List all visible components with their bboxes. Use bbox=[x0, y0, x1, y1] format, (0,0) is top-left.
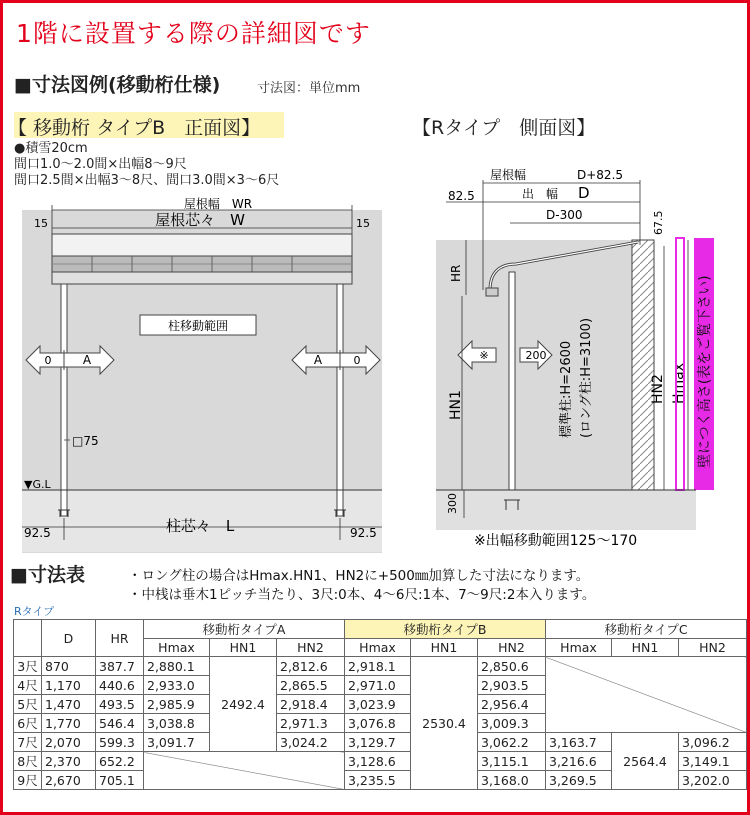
cell-C-hn1: 2564.4 bbox=[612, 733, 679, 790]
cell-D: 2,370 bbox=[42, 752, 96, 771]
cell-D: 2,070 bbox=[42, 733, 96, 752]
front-left-A: A bbox=[82, 353, 92, 367]
cell-A-hn1: 2492.4 bbox=[210, 657, 277, 752]
cell-B-hn2: 3,168.0 bbox=[478, 771, 546, 790]
cell-B-hmax: 3,076.8 bbox=[345, 714, 411, 733]
cell-D: 1,770 bbox=[42, 714, 96, 733]
cell-B-hmax: 3,235.5 bbox=[345, 771, 411, 790]
side-view-drawing bbox=[436, 167, 714, 549]
cell-B-hmax: 3,128.6 bbox=[345, 752, 411, 771]
table-row bbox=[14, 657, 747, 676]
cell-HR: 440.6 bbox=[96, 676, 144, 695]
front-left-zero: 0 bbox=[44, 354, 52, 367]
side-d300-label: D-300 bbox=[546, 208, 583, 222]
front-view-drawing bbox=[22, 196, 382, 553]
cell-A-empty bbox=[144, 752, 345, 790]
front-dim-925-left: 92.5 bbox=[24, 526, 51, 540]
side-hn1-label: HN1 bbox=[448, 390, 464, 420]
cell-size: 3尺 bbox=[14, 657, 42, 676]
corner-cell bbox=[14, 620, 42, 657]
cell-size: 5尺 bbox=[14, 695, 42, 714]
header-C-hn1: HN1 bbox=[612, 639, 679, 657]
side-roof-width-label: 屋根幅 bbox=[490, 168, 527, 182]
wall-height-label: 壁につく高さ(表をご覧下さい) bbox=[697, 275, 713, 468]
front-roof-core-label: 屋根芯々 W bbox=[155, 211, 245, 229]
cell-size: 6尺 bbox=[14, 714, 42, 733]
header-A-hmax: Hmax bbox=[144, 639, 210, 657]
cell-A-hmax: 3,091.7 bbox=[144, 733, 210, 752]
cell-size: 9尺 bbox=[14, 771, 42, 790]
note-long-post: ・ロング柱の場合はHmax.HN1、HN2に+500㎜加算した寸法になります。 bbox=[128, 568, 590, 584]
unit-note: 寸法図：単位mm bbox=[257, 81, 361, 96]
side-depth-label: 出 幅 bbox=[522, 187, 559, 201]
dimension-table-heading: ■寸法表 bbox=[10, 564, 85, 586]
cell-D: 870 bbox=[42, 657, 96, 676]
cell-size: 7尺 bbox=[14, 733, 42, 752]
cell-C-hmax: 3,163.7 bbox=[546, 733, 612, 752]
cell-C-hn2: 3,149.1 bbox=[679, 752, 747, 771]
table-row bbox=[14, 733, 747, 752]
side-kome-label: ※ bbox=[479, 349, 489, 362]
side-hmax-label: Hmax bbox=[671, 362, 687, 404]
side-675-label: 67.5 bbox=[652, 210, 665, 235]
header-B-hmax: Hmax bbox=[345, 639, 411, 657]
header-C-hmax: Hmax bbox=[546, 639, 612, 657]
cell-A-hmax: 2,880.1 bbox=[144, 657, 210, 676]
side-200-label: 200 bbox=[525, 349, 547, 362]
side-view-heading: 【Rタイプ 側面図】 bbox=[412, 117, 596, 139]
cell-size: 4尺 bbox=[14, 676, 42, 695]
side-hr-label: HR bbox=[449, 264, 463, 282]
front-dim-925-right: 92.5 bbox=[350, 526, 377, 540]
cell-B-hn2: 3,115.1 bbox=[478, 752, 546, 771]
cell-A-hmax: 2,985.9 bbox=[144, 695, 210, 714]
cell-size: 8尺 bbox=[14, 752, 42, 771]
cell-C-hn2: 3,202.0 bbox=[679, 771, 747, 790]
cell-C-hmax: 3,216.6 bbox=[546, 752, 612, 771]
cell-B-hn2: 2,956.4 bbox=[478, 695, 546, 714]
table-header-row-1 bbox=[14, 620, 747, 639]
cell-A-hn2: 2,812.6 bbox=[277, 657, 345, 676]
post-size-label: □75 bbox=[72, 434, 99, 448]
side-hn2-label: HN2 bbox=[650, 374, 666, 404]
rtype-label: Rタイプ bbox=[14, 605, 55, 618]
gl-label: ▼G.L bbox=[24, 478, 51, 491]
cell-HR: 599.3 bbox=[96, 733, 144, 752]
front-roof-panel bbox=[52, 234, 352, 256]
cell-B-hn1: 2530.4 bbox=[411, 657, 478, 790]
wall bbox=[632, 240, 654, 490]
post-range-label: 柱移動範囲 bbox=[167, 319, 229, 333]
side-post bbox=[509, 272, 515, 490]
front-right-zero: 0 bbox=[353, 354, 361, 367]
front-view-heading: 【 移動桁 タイプB 正面図】 bbox=[8, 117, 261, 139]
page-title: 1階に設置する際の詳細図です bbox=[16, 19, 371, 48]
cell-D: 2,670 bbox=[42, 771, 96, 790]
front-dim-15-right: 15 bbox=[356, 217, 370, 230]
header-B-hn2: HN2 bbox=[478, 639, 546, 657]
side-d-plus-label: D+82.5 bbox=[577, 168, 624, 182]
cell-A-hn2: 3,024.2 bbox=[277, 733, 345, 752]
header-B-hn1: HN1 bbox=[411, 639, 478, 657]
header-typeB: 移動桁タイプB bbox=[345, 620, 546, 639]
cell-B-hmax: 3,023.9 bbox=[345, 695, 411, 714]
front-right-A: A bbox=[313, 353, 323, 367]
cell-B-hmax: 3,129.7 bbox=[345, 733, 411, 752]
front-roof-width-label: 屋根幅 WR bbox=[183, 197, 253, 211]
dimension-section-heading: ■寸法図例(移動桁仕様) bbox=[14, 74, 221, 96]
long-post-label: (ロング柱:H=3100) bbox=[579, 317, 594, 438]
cell-A-hn2: 2,971.3 bbox=[277, 714, 345, 733]
header-D: D bbox=[42, 620, 96, 657]
front-info-span2: 間口2.5間×出幅3〜8尺、間口3.0間×3〜6尺 bbox=[14, 173, 280, 188]
cell-A-hmax: 3,038.8 bbox=[144, 714, 210, 733]
cell-HR: 387.7 bbox=[96, 657, 144, 676]
cell-HR: 652.2 bbox=[96, 752, 144, 771]
header-C-hn2: HN2 bbox=[679, 639, 747, 657]
dimension-table bbox=[13, 619, 747, 790]
cell-B-hn2: 2,903.5 bbox=[478, 676, 546, 695]
side-range-note: ※出幅移動範囲125〜170 bbox=[474, 533, 638, 549]
cell-A-hn2: 2,865.5 bbox=[277, 676, 345, 695]
side-825-label: 82.5 bbox=[448, 189, 475, 203]
front-post-left bbox=[61, 284, 67, 516]
cell-B-hn2: 3,009.3 bbox=[478, 714, 546, 733]
side-D-label: D bbox=[578, 184, 590, 202]
notes-block bbox=[128, 567, 595, 605]
cell-A-hmax: 2,933.0 bbox=[144, 676, 210, 695]
side-ground-area bbox=[436, 490, 696, 530]
cell-D: 1,470 bbox=[42, 695, 96, 714]
header-A-hn1: HN1 bbox=[210, 639, 277, 657]
cell-B-hn2: 2,850.6 bbox=[478, 657, 546, 676]
front-post-right bbox=[337, 284, 343, 516]
front-info-snow: ●積雪20cm bbox=[14, 141, 88, 156]
cell-C-hmax: 3,269.5 bbox=[546, 771, 612, 790]
cell-B-hmax: 2,971.0 bbox=[345, 676, 411, 695]
header-typeA: 移動桁タイプA bbox=[144, 620, 345, 639]
cell-C-hn2: 3,096.2 bbox=[679, 733, 747, 752]
cell-HR: 705.1 bbox=[96, 771, 144, 790]
header-typeC: 移動桁タイプC bbox=[546, 620, 747, 639]
note-middle-bar: ・中桟は垂木1ピッチ当たり、3尺:0本、4〜6尺:1本、7〜9尺:2本入ります。 bbox=[128, 587, 596, 603]
standard-post-label: 標準柱:H=2600 bbox=[559, 340, 574, 438]
header-HR: HR bbox=[96, 620, 144, 657]
front-moving-beam bbox=[52, 272, 352, 284]
front-dim-15-left: 15 bbox=[34, 217, 48, 230]
front-info-span1: 間口1.0〜2.0間×出幅8〜9尺 bbox=[14, 157, 187, 172]
side-300-label: 300 bbox=[446, 493, 459, 514]
post-core-label: 柱芯々 L bbox=[165, 517, 235, 535]
cell-D: 1,170 bbox=[42, 676, 96, 695]
side-background bbox=[436, 240, 632, 490]
cell-HR: 493.5 bbox=[96, 695, 144, 714]
header-A-hn2: HN2 bbox=[277, 639, 345, 657]
cell-B-hmax: 2,918.1 bbox=[345, 657, 411, 676]
cell-B-hn2: 3,062.2 bbox=[478, 733, 546, 752]
cell-HR: 546.4 bbox=[96, 714, 144, 733]
cell-A-hn2: 2,918.4 bbox=[277, 695, 345, 714]
cell-C-empty bbox=[546, 657, 747, 733]
